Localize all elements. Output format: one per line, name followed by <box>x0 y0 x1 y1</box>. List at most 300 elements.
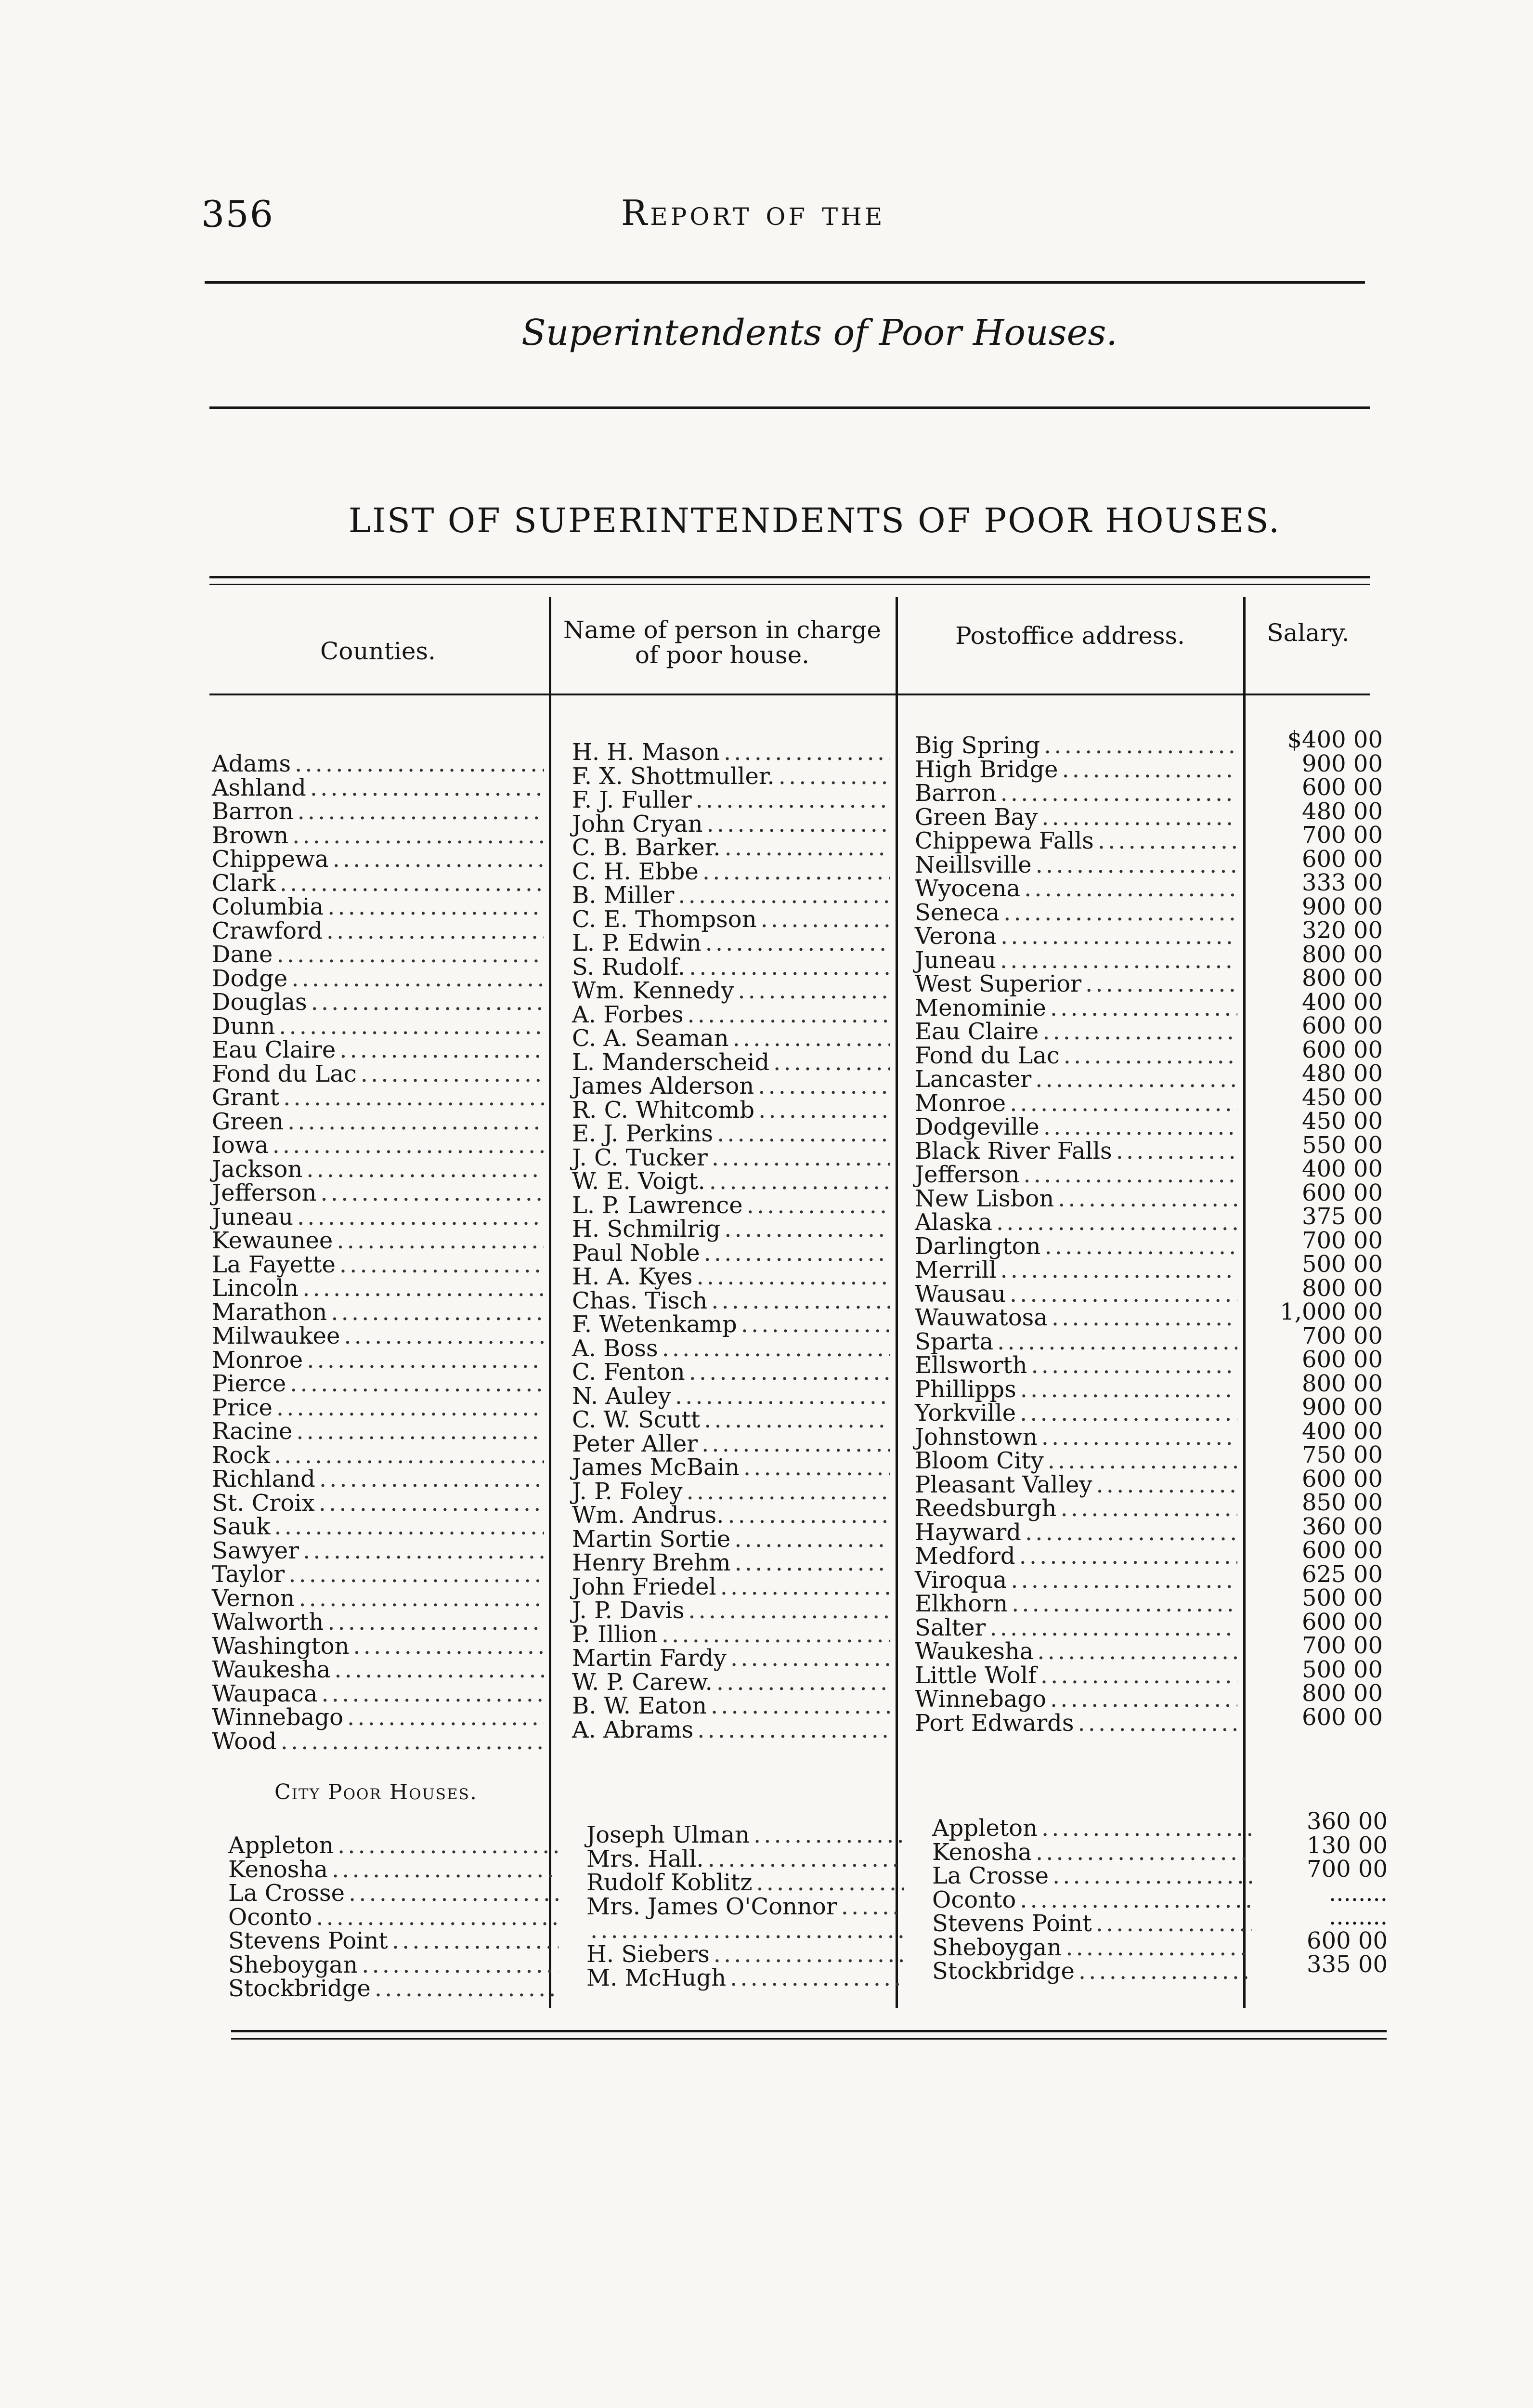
county-cell-text: Jackson <box>212 1155 303 1183</box>
person-cell-text: C. E. Thompson <box>572 905 757 933</box>
leader-dots <box>1062 758 1237 782</box>
salary-cell: 850 00 <box>1302 1489 1383 1516</box>
leader-dots <box>1020 1888 1252 1912</box>
salary-cell: 400 00 <box>1302 988 1383 1016</box>
leader-dots <box>327 895 544 919</box>
postoffice-cell <box>915 758 1237 782</box>
person-cell-text: Paul Noble <box>572 1239 700 1267</box>
header-rule <box>205 281 1365 284</box>
person-cell <box>572 1623 890 1647</box>
postoffice-cell-text: High Bridge <box>915 756 1058 783</box>
person-cell-text: F. J. Fuller <box>572 786 692 813</box>
leader-dots <box>1096 1473 1237 1497</box>
salary-cell: 700 00 <box>1307 1856 1388 1883</box>
leader-dots <box>720 1575 890 1599</box>
county-cell <box>212 1012 544 1040</box>
column-divider-3 <box>1243 597 1246 2008</box>
postoffice-cell <box>915 1163 1237 1187</box>
leader-dots <box>735 1551 890 1575</box>
salary-cell: 600 00 <box>1302 1036 1383 1063</box>
county-cell <box>212 1348 544 1373</box>
city-cell-text: Stevens Point <box>228 1927 388 1954</box>
leader-dots <box>754 1823 904 1847</box>
person-cell-text: C. Fenton <box>572 1359 685 1386</box>
postoffice-cell-text: Little Wolf <box>915 1662 1037 1689</box>
leader-dots <box>362 1953 559 1977</box>
salary-cell: 800 00 <box>1302 965 1383 992</box>
county-cell-text: Waupaca <box>212 1680 318 1707</box>
leader-dots <box>321 1181 544 1205</box>
county-cell-text: Chippewa <box>212 846 329 873</box>
leader-dots <box>702 1432 890 1456</box>
salary-cell: 800 00 <box>1302 1370 1383 1397</box>
leader-dots <box>280 872 544 896</box>
person-cell <box>572 1718 890 1742</box>
salary-cell: 360 00 <box>1307 1808 1388 1835</box>
leader-dots <box>761 908 890 932</box>
postoffice-cell <box>915 1640 1237 1664</box>
postoffice-cell <box>915 1187 1237 1211</box>
city-postoffice-cell <box>932 1888 1252 1912</box>
person-cell <box>572 860 890 884</box>
salary-cell: 600 00 <box>1302 774 1383 801</box>
county-cell <box>212 1467 544 1492</box>
city-column <box>228 1834 559 2001</box>
person-cell-text: W. P. Carew. <box>572 1668 713 1696</box>
city-cell-text: La Crosse <box>228 1880 345 1907</box>
postoffice-cell <box>915 1616 1237 1640</box>
county-cell <box>212 1324 544 1348</box>
person-cell-text: John Friedel <box>572 1573 716 1600</box>
person-cell <box>572 1170 890 1194</box>
postoffice-cell-text: Barron <box>915 780 997 807</box>
leader-dots <box>1041 1817 1252 1841</box>
county-cell <box>212 967 544 991</box>
county-cell <box>212 1515 544 1539</box>
person-cell-text: A. Forbes <box>572 1001 684 1028</box>
county-cell-text: Kewaunee <box>212 1227 333 1254</box>
person-cell-text: Henry Brehm <box>572 1549 731 1576</box>
postoffice-cell-text: Fond du Lac <box>915 1042 1060 1069</box>
person-cell-text: Peter Aller <box>572 1430 698 1457</box>
postoffice-cell <box>915 877 1237 901</box>
salary-cell: 1,000 00 <box>1280 1298 1383 1325</box>
city-cell-text: Stockbridge <box>228 1975 371 2002</box>
leader-dots <box>1036 853 1237 877</box>
postoffice-cell <box>915 1139 1237 1164</box>
city-postoffice-cell <box>932 1936 1252 1960</box>
county-cell-text: Eau Claire <box>212 1036 336 1063</box>
leader-dots <box>288 1563 544 1587</box>
person-cell <box>572 1313 890 1337</box>
salary-cell: ........ <box>1328 1903 1388 1930</box>
county-cell-text: Adams <box>212 750 291 777</box>
leader-dots <box>319 1467 544 1492</box>
person-cell <box>572 1048 890 1076</box>
postoffice-cell <box>915 829 1237 853</box>
county-cell-text: Dane <box>212 941 273 968</box>
person-cell <box>572 1217 890 1242</box>
leader-dots <box>1000 782 1237 806</box>
county-cell-text: Wood <box>212 1727 277 1755</box>
county-cell <box>212 800 544 824</box>
postoffice-cell-text: Elkhorn <box>915 1590 1008 1617</box>
county-cell-text: Washington <box>212 1632 350 1660</box>
city-poor-houses-label: City Poor Houses. <box>274 1780 478 1805</box>
postoffice-cell-text: Seneca <box>915 899 1000 926</box>
city-person-cell-text: Mrs. Hall. <box>586 1845 704 1872</box>
person-cell <box>572 905 890 933</box>
leader-dots <box>1116 1139 1237 1164</box>
salary-cell: 550 00 <box>1302 1131 1383 1159</box>
person-cell <box>572 955 890 980</box>
leader-dots <box>273 1134 544 1158</box>
leader-dots <box>688 1599 890 1623</box>
county-cell <box>212 1632 544 1660</box>
person-cell-text: L. P. Lawrence <box>572 1191 743 1219</box>
postoffice-cell-text: Yorkville <box>915 1400 1016 1426</box>
postoffice-cell <box>915 1044 1237 1068</box>
leader-dots <box>337 1229 544 1253</box>
leader-dots <box>1058 1187 1237 1211</box>
county-cell-text: Grant <box>212 1084 280 1111</box>
postoffice-cell-text: Dodgeville <box>915 1113 1039 1140</box>
salary-cell: 700 00 <box>1302 1322 1383 1349</box>
leader-dots <box>299 1587 544 1611</box>
postoffice-cell-text: Bloom City <box>915 1447 1044 1474</box>
county-cell <box>212 824 544 848</box>
county-cell-text: Price <box>212 1394 273 1421</box>
leader-dots <box>696 788 890 812</box>
leader-dots <box>1041 1426 1237 1450</box>
person-cell-text: C. W. Scutt <box>572 1406 701 1433</box>
postoffice-cell-text: Alaska <box>915 1209 992 1236</box>
header-salary: Salary. <box>1267 619 1350 647</box>
leader-dots <box>708 1847 904 1871</box>
city-postoffice-cell-text: Stevens Point <box>932 1910 1092 1937</box>
postoffice-cell-text: Wauwatosa <box>915 1304 1048 1331</box>
city-person-cell-text: H. Siebers <box>586 1940 710 1968</box>
leader-dots <box>276 943 544 967</box>
postoffice-cell-text: Salter <box>915 1614 986 1641</box>
city-cell-text: Kenosha <box>228 1856 328 1883</box>
leader-dots <box>1025 1521 1237 1545</box>
leader-dots <box>756 1871 904 1895</box>
county-cell-text: Lincoln <box>212 1275 299 1302</box>
county-cell-text: Milwaukee <box>212 1322 340 1349</box>
leader-dots <box>1020 1378 1237 1402</box>
leader-dots <box>747 1194 890 1218</box>
city-postoffice-cell-text: Sheboygan <box>932 1934 1062 1961</box>
postoffice-cell <box>915 901 1237 925</box>
leader-dots <box>1020 1401 1237 1426</box>
leader-dots <box>709 1170 890 1194</box>
leader-dots <box>392 1929 559 1953</box>
leader-dots <box>841 1895 904 1919</box>
leader-dots <box>322 1682 544 1706</box>
table-bottom-rule <box>231 2030 1387 2032</box>
county-cell <box>212 1682 544 1706</box>
leader-dots <box>1036 1841 1252 1865</box>
county-cell <box>212 1706 544 1730</box>
salary-cell: 900 00 <box>1302 750 1383 777</box>
county-cell <box>212 1277 544 1301</box>
leader-dots <box>714 1943 904 1967</box>
postoffice-cell <box>915 1401 1237 1426</box>
city-postoffice-cell <box>932 1838 1252 1866</box>
county-cell-text: Iowa <box>212 1132 269 1159</box>
leader-dots <box>1065 1936 1252 1960</box>
person-cell <box>572 1694 890 1718</box>
city-cell <box>228 1858 559 1882</box>
person-cell <box>572 1239 890 1267</box>
postoffice-column <box>915 734 1237 1735</box>
leader-dots <box>1064 1044 1237 1068</box>
leader-dots <box>1085 972 1237 996</box>
county-cell <box>212 1563 544 1587</box>
person-cell-text: Martin Sortie <box>572 1525 731 1553</box>
leader-dots <box>1048 1449 1237 1473</box>
leader-dots <box>687 1480 890 1504</box>
person-cell <box>572 836 890 860</box>
city-cell <box>228 1882 559 1906</box>
postoffice-cell-text: Neillsville <box>915 851 1032 878</box>
postoffice-cell-text: Wyocena <box>915 875 1021 902</box>
postoffice-cell <box>915 1089 1237 1117</box>
county-cell <box>212 1086 544 1110</box>
leader-dots <box>779 765 890 789</box>
leader-dots <box>758 1074 890 1099</box>
leader-dots <box>716 1671 890 1695</box>
city-cell <box>228 1929 559 1953</box>
leader-dots <box>274 1515 545 1539</box>
leader-dots <box>1024 1163 1237 1187</box>
salary-cell: 480 00 <box>1302 798 1383 825</box>
county-cell-text: Columbia <box>212 893 324 920</box>
salary-cell: 360 00 <box>1302 1513 1383 1540</box>
postoffice-cell-text: Merrill <box>915 1256 997 1283</box>
salary-cell: 600 00 <box>1302 1465 1383 1492</box>
postoffice-cell-text: Lancaster <box>915 1066 1032 1093</box>
postoffice-cell <box>915 853 1237 877</box>
county-cell-text: Monroe <box>212 1346 303 1374</box>
salary-cell: 600 00 <box>1302 1537 1383 1564</box>
leader-dots <box>1050 1688 1237 1712</box>
leader-dots <box>344 1324 544 1348</box>
postoffice-cell <box>915 996 1237 1021</box>
city-person-cell <box>586 1871 904 1895</box>
county-cell <box>212 1489 544 1517</box>
leader-dots <box>306 1158 544 1182</box>
county-cell-text: Rock <box>212 1441 271 1469</box>
leader-dots <box>1037 1640 1237 1664</box>
leader-dots <box>707 812 890 837</box>
city-person-cell <box>586 1966 904 1990</box>
county-cell-text: Waukesha <box>212 1656 331 1683</box>
postoffice-cell-text: Winnebago <box>915 1686 1047 1713</box>
person-cell <box>572 1027 890 1051</box>
running-head: Report of the <box>621 193 885 233</box>
person-cell <box>572 1525 890 1553</box>
person-cell <box>572 741 890 765</box>
salary-cell: 375 00 <box>1302 1203 1383 1230</box>
leader-dots <box>662 1337 890 1361</box>
leader-dots <box>311 991 544 1015</box>
leader-dots <box>689 955 890 980</box>
city-postoffice-cell <box>932 1912 1252 1936</box>
person-cell-text: A. Abrams <box>572 1716 694 1743</box>
county-cell-text: Crawford <box>212 917 323 944</box>
postoffice-cell <box>915 1497 1237 1521</box>
table-top-rule <box>209 576 1370 578</box>
person-cell-text: Wm. Kennedy <box>572 977 734 1004</box>
postoffice-cell <box>915 1473 1237 1497</box>
leader-dots <box>310 776 544 800</box>
postoffice-cell-text: Black River Falls <box>915 1137 1112 1165</box>
county-cell-text: Green <box>212 1108 284 1135</box>
salary-cell: $400 00 <box>1287 726 1383 753</box>
city-person-cell-text: Joseph Ulman <box>586 1821 750 1848</box>
leader-dots <box>1043 1115 1237 1139</box>
county-cell-text: Ashland <box>212 774 306 801</box>
postoffice-cell <box>915 1330 1237 1354</box>
person-cell-text: A. Boss <box>572 1335 658 1362</box>
county-cell <box>212 1584 544 1612</box>
leader-dots <box>1096 1912 1252 1936</box>
county-cell <box>212 895 544 919</box>
leader-dots <box>281 1730 544 1754</box>
postoffice-cell-text: Viroqua <box>915 1566 1007 1594</box>
leader-dots <box>1012 1592 1237 1616</box>
page-number: 356 <box>201 193 274 236</box>
person-cell <box>572 1551 890 1575</box>
leader-dots <box>334 1658 544 1682</box>
person-cell-text: C. B. Barker. <box>572 834 721 861</box>
person-cell <box>572 1146 890 1170</box>
leader-dots <box>302 1277 544 1301</box>
leader-dots <box>590 1919 904 1943</box>
leader-dots <box>1010 1092 1237 1116</box>
leader-dots <box>1035 1068 1237 1092</box>
county-cell <box>212 1181 544 1205</box>
leader-dots <box>1011 1569 1237 1593</box>
column-divider-2 <box>896 597 898 2008</box>
leader-dots <box>1098 829 1237 853</box>
postoffice-cell <box>915 1592 1237 1616</box>
postoffice-cell <box>915 1258 1237 1283</box>
postoffice-cell <box>915 1068 1237 1092</box>
county-cell-text: Sawyer <box>212 1537 299 1564</box>
postoffice-cell <box>915 925 1237 949</box>
salary-cell: ........ <box>1328 1879 1388 1907</box>
leader-dots <box>276 1396 544 1420</box>
person-cell-text: F. Wetenkamp <box>572 1311 737 1338</box>
leader-dots <box>331 1301 544 1325</box>
leader-dots <box>1042 1020 1237 1044</box>
salary-cell: 400 00 <box>1302 1417 1383 1445</box>
person-cell-text: C. A. Seaman <box>572 1025 729 1052</box>
person-cell <box>572 762 890 790</box>
city-cell <box>228 1953 559 1977</box>
county-cell <box>212 869 544 897</box>
person-cell-text: Wm. Andrus. <box>572 1502 724 1529</box>
postoffice-cell <box>915 1709 1237 1737</box>
person-cell-text: J. C. Tucker <box>572 1144 708 1171</box>
leader-dots <box>307 1348 544 1373</box>
postoffice-cell <box>915 1566 1237 1594</box>
subtitle-rule <box>209 406 1370 409</box>
person-cell-text: C. H. Ebbe <box>572 858 699 885</box>
person-cell <box>572 1265 890 1289</box>
salary-cell: 600 00 <box>1302 845 1383 873</box>
leader-dots <box>758 1099 890 1123</box>
postoffice-cell-text: Hayward <box>915 1518 1021 1546</box>
county-cell-text: Taylor <box>212 1561 285 1588</box>
leader-dots <box>333 848 544 872</box>
salary-cell: 600 00 <box>1302 1179 1383 1206</box>
table-top-rule-thin <box>209 584 1370 585</box>
leader-dots <box>705 931 890 955</box>
salary-cell: 500 00 <box>1302 1656 1383 1683</box>
postoffice-cell-text: Waukesha <box>915 1638 1034 1665</box>
leader-dots <box>773 1051 890 1075</box>
person-cell-text: L. Manderscheid <box>572 1048 770 1076</box>
person-cell-text: J. P. Davis <box>572 1597 685 1624</box>
leader-dots <box>1000 949 1237 973</box>
city-postoffice-cell-text: Stockbridge <box>932 1958 1075 1985</box>
person-cell <box>572 1096 890 1124</box>
leader-dots <box>1052 1864 1252 1888</box>
header-bottom-rule <box>209 694 1370 695</box>
leader-dots <box>702 860 890 884</box>
postoffice-cell-text: Reedsburgh <box>915 1495 1057 1522</box>
person-cell <box>572 1003 890 1027</box>
postoffice-cell <box>915 946 1237 974</box>
leader-dots <box>711 1694 890 1718</box>
postoffice-cell-text: Wausau <box>915 1280 1006 1308</box>
postoffice-cell <box>915 1518 1237 1546</box>
leader-dots <box>704 1408 890 1432</box>
leader-dots <box>1061 1497 1237 1521</box>
leader-dots <box>298 800 544 824</box>
leader-dots <box>283 1086 544 1110</box>
postoffice-cell-text: Johnstown <box>915 1423 1038 1451</box>
county-cell <box>212 1155 544 1183</box>
county-cell-text: Juneau <box>212 1203 294 1230</box>
leader-dots <box>332 1858 559 1882</box>
leader-dots <box>1040 1664 1237 1688</box>
leader-dots <box>274 1444 544 1468</box>
postoffice-cell <box>915 1211 1237 1235</box>
county-cell <box>212 848 544 872</box>
county-cell <box>212 1110 544 1134</box>
leader-dots <box>316 1906 559 1930</box>
city-person-cell <box>586 1847 904 1871</box>
salary-cell: 700 00 <box>1302 822 1383 849</box>
county-cell <box>212 1038 544 1062</box>
postoffice-cell <box>915 1306 1237 1330</box>
leader-dots <box>287 1110 544 1134</box>
postoffice-cell <box>915 1688 1237 1712</box>
leader-dots <box>1041 806 1237 830</box>
county-cell-text: La Fayette <box>212 1251 336 1278</box>
leader-dots <box>733 1027 890 1051</box>
postoffice-cell <box>915 1375 1237 1403</box>
county-cell <box>212 1205 544 1230</box>
city-person-cell-text <box>586 1919 590 1943</box>
leader-dots <box>697 1718 890 1742</box>
city-person-cell-text: M. McHugh <box>586 1964 727 1991</box>
